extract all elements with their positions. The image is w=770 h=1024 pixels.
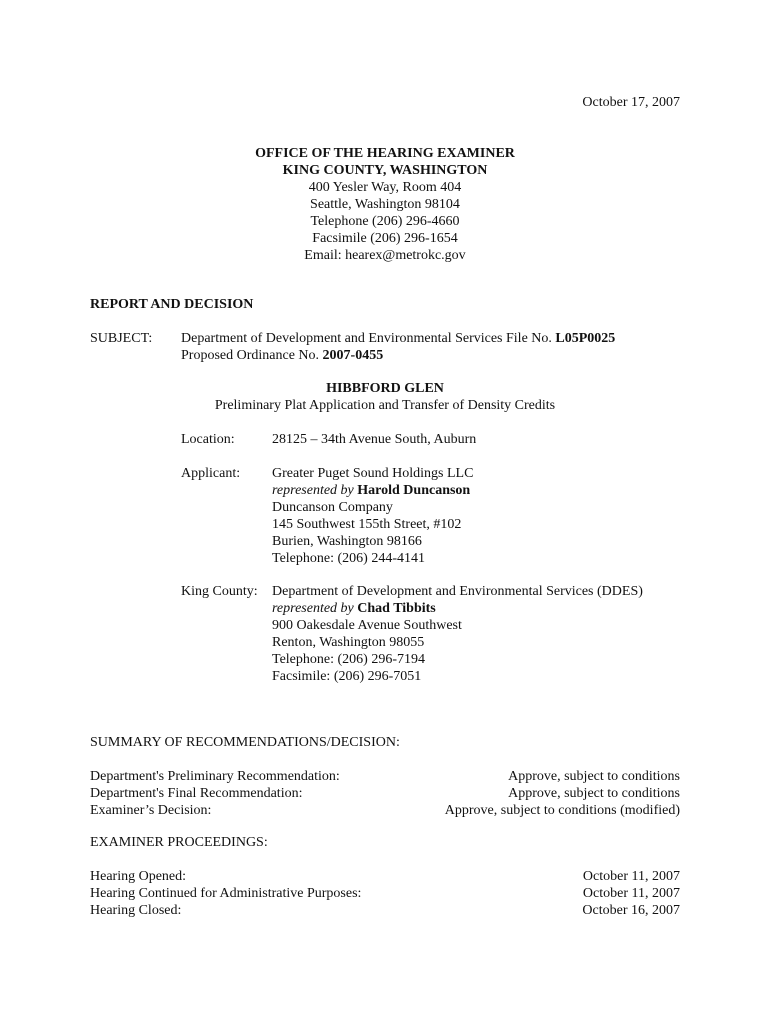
office-facsimile: Facsimile (206) 296-1654 (312, 231, 458, 246)
summary-row (90, 802, 680, 819)
applicant-name: Greater Puget Sound Holdings LLC (272, 466, 474, 481)
office-email: Email: hearex@metrokc.gov (304, 248, 466, 263)
subject-file-prefix: Department of Development and Environmental Services File No. (181, 331, 556, 346)
office-city: Seattle, Washington 98104 (310, 197, 460, 212)
king-county-phone: Telephone: (206) 296-7194 (272, 652, 425, 667)
summary-row (90, 785, 680, 802)
summary-row-value: Approve, subject to conditions (508, 769, 680, 784)
location-label: Location: (181, 432, 235, 447)
proceedings-table (90, 868, 680, 919)
proceedings-row (90, 868, 680, 885)
proceedings-row-label: Hearing Closed: (90, 903, 182, 918)
subject-ordinance-prefix: Proposed Ordinance No. (181, 348, 323, 363)
king-county-city: Renton, Washington 98055 (272, 635, 425, 650)
project-title-block (0, 380, 770, 414)
king-county-rep-prefix: represented by (272, 601, 354, 616)
summary-row-value: Approve, subject to conditions (modified) (444, 803, 680, 818)
applicant-label: Applicant: (181, 466, 241, 481)
report-heading: REPORT AND DECISION (90, 297, 254, 312)
proceedings-heading: EXAMINER PROCEEDINGS: (90, 835, 268, 850)
project-title: HIBBFORD GLEN (326, 381, 444, 396)
applicant-block (272, 465, 473, 567)
king-county-representative (272, 600, 643, 617)
applicant-company: Duncanson Company (272, 500, 393, 515)
subject-file-number: L05P0025 (555, 331, 616, 346)
office-telephone: Telephone (206) 296-4660 (310, 214, 460, 229)
subject-line-2 (181, 347, 383, 364)
summary-heading: SUMMARY OF RECOMMENDATIONS/DECISION: (90, 735, 400, 750)
applicant-phone: Telephone: (206) 244-4141 (272, 551, 425, 566)
summary-row-label: Department's Preliminary Recommendation: (90, 769, 340, 784)
king-county-label: King County: (181, 584, 258, 599)
location-value: 28125 – 34th Avenue South, Auburn (272, 432, 477, 447)
king-county-rep-name: Chad Tibbits (357, 601, 436, 616)
office-name: OFFICE OF THE HEARING EXAMINER (255, 146, 515, 161)
project-description: Preliminary Plat Application and Transfer of Density Credits (214, 398, 556, 413)
proceedings-row-value: October 11, 2007 (582, 886, 680, 901)
proceedings-row-label: Hearing Opened: (90, 869, 187, 884)
summary-row-value: Approve, subject to conditions (508, 786, 680, 801)
summary-table (90, 768, 680, 819)
king-county-block (272, 583, 643, 685)
summary-row-label: Examiner’s Decision: (90, 803, 212, 818)
summary-row-label: Department's Final Recommendation: (90, 786, 303, 801)
subject-line-1 (181, 330, 615, 347)
king-county-street: 900 Oakesdale Avenue Southwest (272, 618, 462, 633)
subject-label: SUBJECT: (90, 331, 153, 346)
king-county-department: Department of Development and Environmental Services (DDES) (272, 584, 643, 599)
applicant-rep-prefix: represented by (272, 483, 354, 498)
proceedings-row-value: October 16, 2007 (582, 903, 680, 918)
proceedings-row (90, 902, 680, 919)
proceedings-row-label: Hearing Continued for Administrative Purposes: (90, 886, 362, 901)
proceedings-row-value: October 11, 2007 (582, 869, 680, 884)
applicant-representative (272, 482, 473, 499)
office-county: KING COUNTY, WASHINGTON (282, 163, 488, 178)
office-header (0, 145, 770, 264)
document-date: October 17, 2007 (582, 95, 680, 110)
applicant-street: 145 Southwest 155th Street, #102 (272, 517, 462, 532)
office-address: 400 Yesler Way, Room 404 (308, 180, 462, 195)
applicant-rep-name: Harold Duncanson (357, 483, 471, 498)
summary-row (90, 768, 680, 785)
proceedings-row (90, 885, 680, 902)
king-county-fax: Facsimile: (206) 296-7051 (272, 669, 422, 684)
subject-ordinance-number: 2007-0455 (322, 348, 384, 363)
applicant-city: Burien, Washington 98166 (272, 534, 422, 549)
